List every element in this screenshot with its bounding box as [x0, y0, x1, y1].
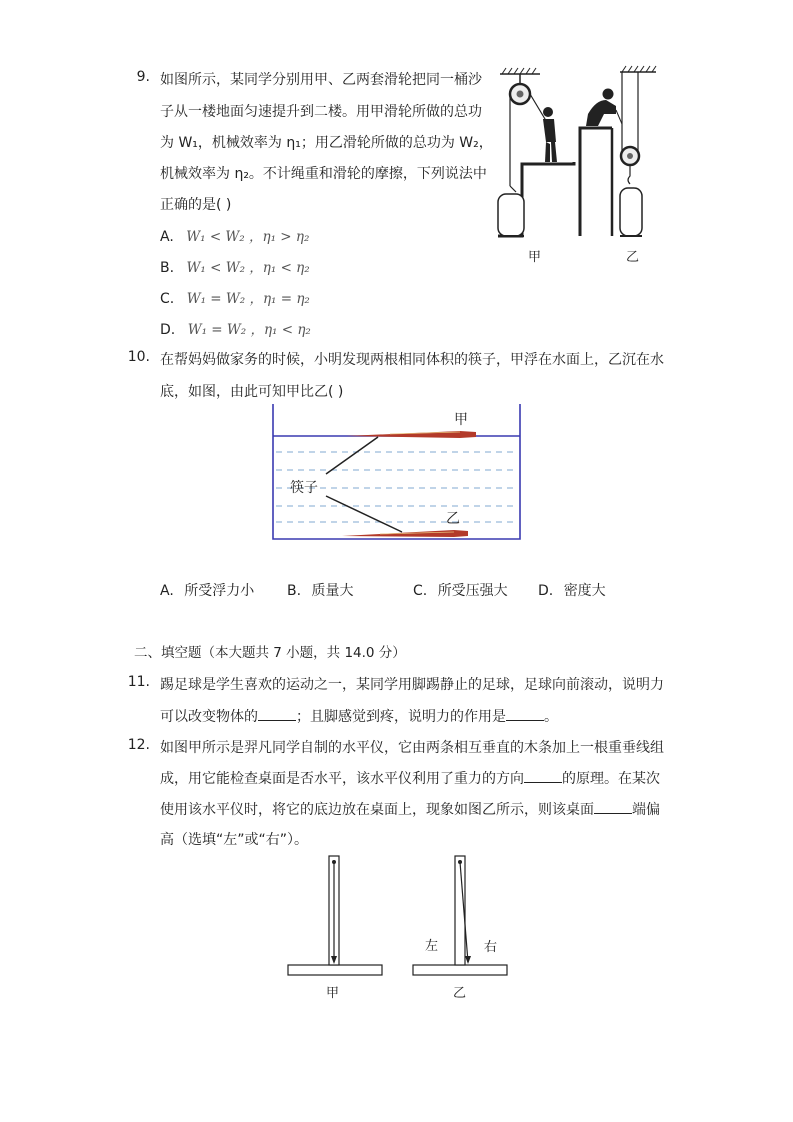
q12-blank-2[interactable]	[594, 799, 632, 814]
q11-line-2-part-b: ；且脚感觉到疼，说明力的作用是	[296, 709, 506, 725]
q9-line-2: 子从一楼地面匀速提升到二楼。用甲滑轮所做的总功	[160, 104, 482, 120]
q11-line-1: 踢足球是学生喜欢的运动之一，某同学用脚踢静止的足球，足球向前滚动，说明力	[160, 677, 664, 693]
q9-option-b-text: W₁ < W₂ ，η₁ < η₂	[186, 260, 310, 276]
q12-figure-label-yi: 乙	[453, 986, 467, 1001]
q9-option-c-text: W₁ = W₂ ，η₁ = η₂	[186, 291, 310, 307]
q9-option-c[interactable]	[160, 287, 310, 307]
q10-option-c[interactable]	[413, 580, 508, 600]
q10-option-d-text: 密度大	[563, 583, 606, 599]
q12-number: 12.	[127, 737, 150, 753]
q9-figure-label-yi: 乙	[626, 250, 640, 265]
q10-option-d-label: D.	[538, 583, 554, 599]
q12-level-figure	[284, 852, 514, 1002]
q9-option-d-text: W₁ = W₂ ，η₁ < η₂	[187, 322, 311, 338]
q9-option-a[interactable]	[160, 225, 309, 245]
q9-line-1: 如图所示，某同学分别用甲、乙两套滑轮把同一桶沙	[160, 72, 482, 88]
q10-figure-label-jia: 甲	[454, 412, 468, 428]
q12-line-2-part-b: 的原理。在某次	[562, 771, 660, 787]
q10-line-1: 在帮妈妈做家务的时候，小明发现两根相同体积的筷子，甲浮在水面上，乙沉在水	[160, 352, 664, 368]
q10-line-2: 底，如图，由此可知甲比乙( )	[160, 384, 344, 400]
q10-option-b[interactable]	[287, 580, 354, 600]
q9-option-a-text: W₁ < W₂ ，η₁ > η₂	[186, 229, 310, 245]
q11-line-2	[160, 706, 558, 726]
q10-option-a-label: A.	[160, 583, 174, 599]
q10-option-a[interactable]	[160, 580, 254, 600]
q10-option-d[interactable]	[538, 580, 606, 600]
q10-option-a-text: 所受浮力小	[184, 583, 255, 599]
q9-option-a-label: A.	[160, 229, 174, 245]
q12-figure-label-left: 左	[425, 939, 439, 954]
q12-line-2-part-a: 成，用它能检查桌面是否水平，该水平仪利用了重力的方向	[160, 771, 524, 787]
q11-number: 11.	[127, 674, 150, 690]
q10-option-b-text: 质量大	[311, 583, 354, 599]
q9-option-b[interactable]	[160, 256, 310, 276]
q10-chopsticks-figure	[270, 404, 525, 544]
q10-figure-label-chopsticks: 筷子	[290, 480, 318, 496]
q12-line-3-part-b: 端偏	[632, 802, 660, 818]
q10-option-c-text: 所受压强大	[437, 583, 508, 599]
q10-option-c-label: C.	[413, 583, 428, 599]
q9-pulley-figure	[488, 64, 668, 269]
q11-line-2-part-a: 可以改变物体的	[160, 709, 258, 725]
q9-line-4: 机械效率为 η₂。不计绳重和滑轮的摩擦，下列说法中	[160, 166, 487, 182]
q12-line-2	[160, 768, 660, 788]
q10-option-b-label: B.	[287, 583, 302, 599]
q12-line-3-part-a: 使用该水平仪时，将它的底边放在桌面上，现象如图乙所示，则该桌面	[160, 802, 594, 818]
section-2-title: 二、填空题（本大题共 7 小题，共 14.0 分）	[134, 645, 406, 661]
q10-number: 10.	[127, 349, 150, 365]
q9-number: 9.	[136, 69, 150, 85]
q9-option-d-label: D.	[160, 322, 176, 338]
q12-figure-label-jia: 甲	[326, 986, 340, 1001]
q11-blank-2[interactable]	[506, 706, 544, 721]
q12-line-3	[160, 799, 660, 819]
q9-line-5: 正确的是( )	[160, 197, 232, 213]
q11-line-2-part-c: 。	[544, 709, 558, 725]
q10-figure-label-yi: 乙	[446, 511, 460, 527]
q9-option-c-label: C.	[160, 291, 175, 307]
q9-line-3: 为 W₁，机械效率为 η₁；用乙滑轮所做的总功为 W₂，	[160, 135, 493, 151]
q9-figure-label-jia: 甲	[528, 250, 542, 265]
q12-figure-label-right: 右	[484, 940, 498, 955]
q9-option-d[interactable]	[160, 318, 311, 338]
q11-blank-1[interactable]	[258, 706, 296, 721]
q9-option-b-label: B.	[160, 260, 175, 276]
q12-blank-1[interactable]	[524, 768, 562, 783]
q12-line-1: 如图甲所示是羿凡同学自制的水平仪，它由两条相互垂直的木条加上一根重垂线组	[160, 740, 664, 756]
q12-line-4: 高（选填“左”或“右”）。	[160, 832, 309, 848]
